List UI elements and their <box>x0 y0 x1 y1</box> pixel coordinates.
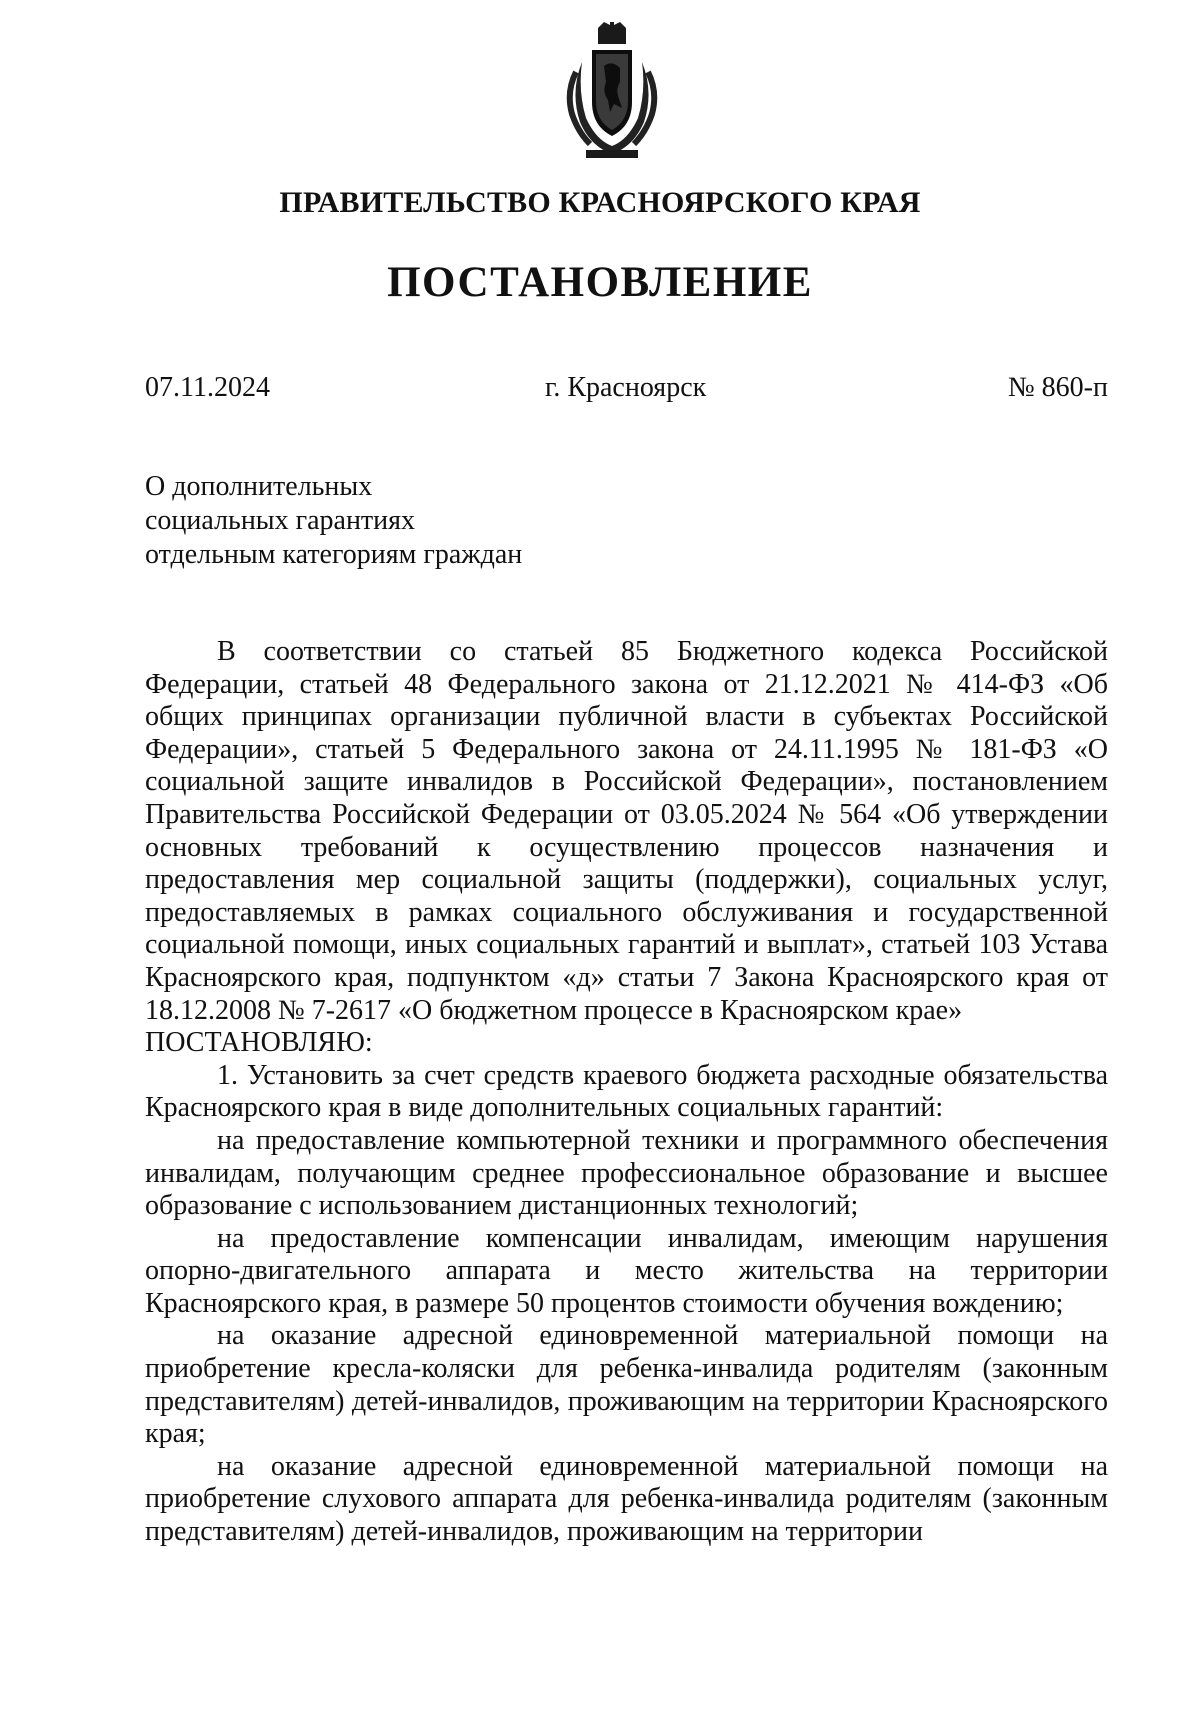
resolve-word: ПОСТАНОВЛЯЮ: <box>145 1027 373 1059</box>
document-subject <box>145 470 522 572</box>
preamble-paragraph: В соответствии со статьей 85 Бюджетного кодекса Российской Федерации, статьей 48 Федерального закона от 21.12.2021 № 414-ФЗ «Об общих принципах организации публичной власти в субъектах Российской Федерации», статьей 5 Федерального закона от 24.11.1995 № 181-ФЗ «О социальной защите инвалидов в Российской Федерации», постановлением Правительства Российской Федерации от 03.05.2024 № 564 «Об утверждении основных требований к осуществлению процессов назначения и предоставления мер социальной защиты (поддержки), социальных услуг, предоставляемых в рамках социального обслуживания и государственной социальной помощи, иных социальных гарантий и выплат», статьей 103 Устава Красноярского края, подпунктом «д» статьи 7 Закона Красноярского края от 18.12.2008 № 7-2617 «О бюджетном процессе в Красноярском крае» <box>145 636 1108 1026</box>
document-body <box>145 636 1108 1549</box>
item-1-subitem: на оказание адресной единовременной материальной помощи на приобретение слухового аппарата для ребенка-инвалида родителям (законным представителям) детей-инвалидов, проживающим на территории <box>145 1450 1108 1548</box>
item-1-subitem: на предоставление компенсации инвалидам, имеющим нарушения опорно-двигательного аппарата и место жительства на территории Красноярского края, в размере 50 процентов стоимости обучения вождению; <box>145 1222 1108 1319</box>
subject-line: социальных гарантиях <box>145 505 416 536</box>
item-1-subitem: на оказание адресной единовременной материальной помощи на приобретение кресла-коляски для ребенка-инвалида родителям (законным представителям) детей-инвалидов, проживающим на территории Красноярского края; <box>145 1320 1108 1450</box>
subject-line: отдельным категориям граждан <box>145 539 523 570</box>
document-number: № 860-п <box>1007 372 1108 403</box>
document-date: 07.11.2024 <box>145 372 270 403</box>
government-title: ПРАВИТЕЛЬСТВО КРАСНОЯРСКОГО КРАЯ <box>279 186 921 219</box>
subject-line: О дополнительных <box>145 471 373 502</box>
item-1-subitem: на предоставление компьютерной техники и программного обеспечения инвалидам, получающим среднее профессиональное образование и высшее образование с использованием дистанционных технологий; <box>145 1124 1108 1222</box>
coat-of-arms-emblem <box>562 22 662 162</box>
document-city: г. Красноярск <box>545 372 707 403</box>
item-1-paragraph: 1. Установить за счет средств краевого бюджета расходные обязательства Красноярского края в виде дополнительных социальных гарантий: <box>145 1059 1108 1124</box>
document-type-title: ПОСТАНОВЛЕНИЕ <box>387 259 813 306</box>
